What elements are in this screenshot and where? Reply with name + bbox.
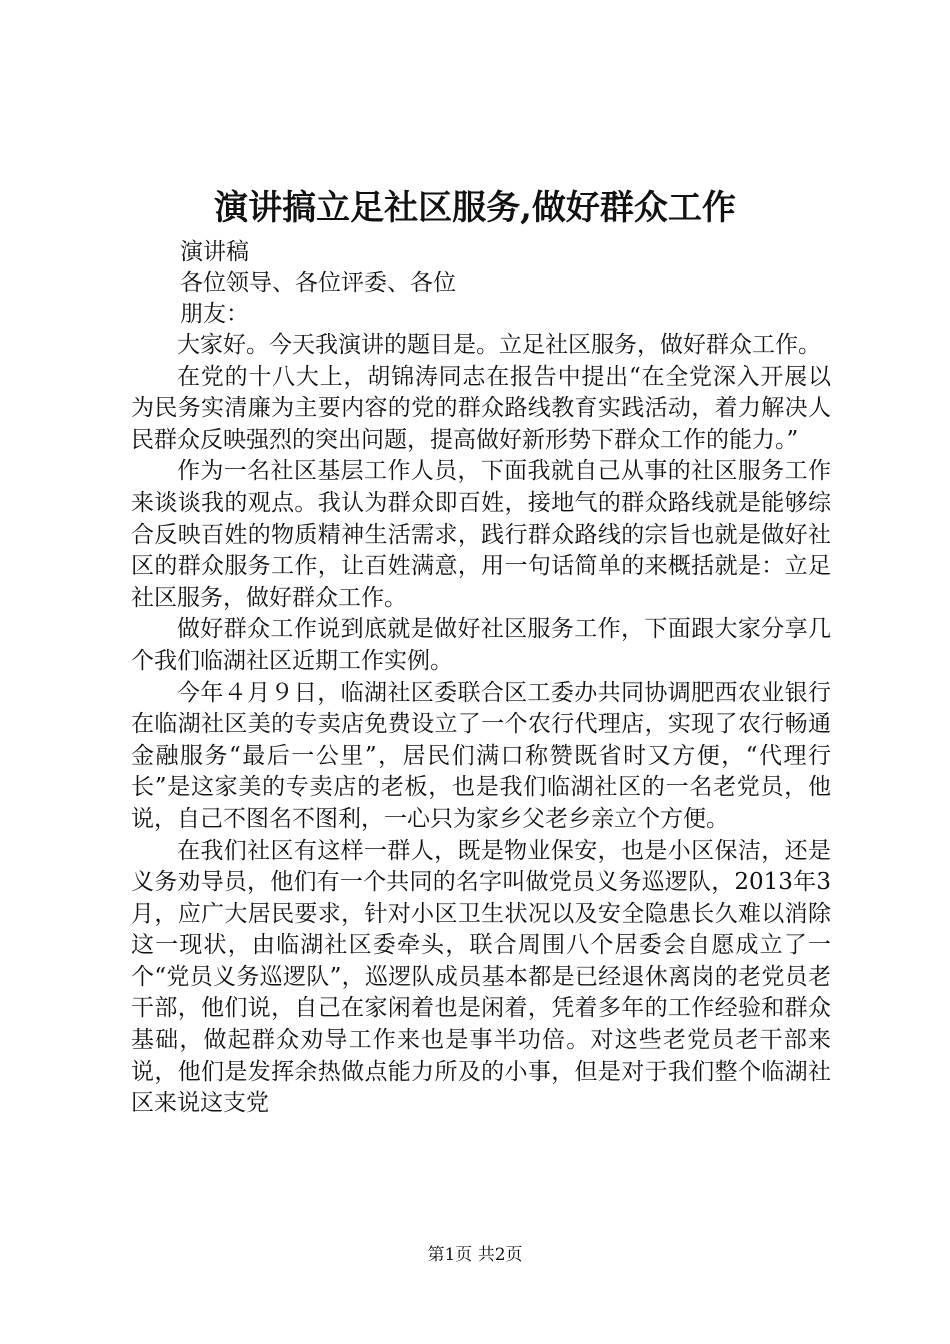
paragraph-4: 做好群众工作说到底就是做好社区服务工作，下面跟大家分享几个我们临湖社区近期工作实例。 bbox=[131, 616, 831, 674]
salutation-line-1: 演讲稿 bbox=[180, 239, 249, 265]
paragraph-5: 今年４月９日，临湖社区委联合区工委办共同协调肥西农业银行在临湖社区美的专卖店免费设立了一个农行代理店，实现了农行畅通金融服务“最后一公里”，居民们满口称赞既省时又方便，“代理行长”是这家美的专卖店的老板，也是我们临湖社区的一名老党员，他说，自己不图名不图利，一心只为家乡父老乡亲立个方便。 bbox=[131, 679, 831, 832]
document-title: 演讲搞立足社区服务,做好群众工作 bbox=[214, 188, 736, 228]
document-body bbox=[131, 330, 831, 1120]
paragraph-6: 在我们社区有这样一群人，既是物业保安，也是小区保洁，还是义务劝导员，他们有一个共同的名字叫做党员义务巡逻队，2013年3月，应广大居民要求，针对小区卫生状况以及安全隐患长久难以消除这一现状，由临湖社区委牵头，联合周围八个居委会自愿成立了一个“党员义务巡逻队”，巡逻队成员基本都是已经退休离岗的老党员老干部，他们说，自己在家闲着也是闲着，凭着多年的工作经验和群众基础，做起群众劝导工作来也是事半功倍。对这些老党员老干部来说，他们是发挥余热做点能力所及的小事，但是对于我们整个临湖社区来说这支党 bbox=[131, 837, 831, 1117]
salutation-line-2: 各位领导、各位评委、各位 bbox=[180, 270, 456, 296]
salutation-line-3: 朋友： bbox=[180, 301, 249, 327]
paragraph-1: 大家好。今天我演讲的题目是。立足社区服务，做好群众工作。 bbox=[177, 332, 821, 358]
page-footer: 第1页 共2页 bbox=[427, 1245, 523, 1265]
paragraph-3: 作为一名社区基层工作人员，下面我就自己从事的社区服务工作来谈谈我的观点。我认为群众即百姓，接地气的群众路线就是能够综合反映百姓的物质精神生活需求，践行群众路线的宗旨也就是做好社区的群众服务工作，让百姓满意，用一句话简单的来概括就是：立足社区服务，做好群众工作。 bbox=[131, 458, 831, 611]
paragraph-2: 在党的十八大上，胡锦涛同志在报告中提出“在全党深入开展以为民务实清廉为主要内容的党的群众路线教育实践活动，着力解决人民群众反映强烈的突出问题，提高做好新形势下群众工作的能力。” bbox=[131, 363, 831, 453]
